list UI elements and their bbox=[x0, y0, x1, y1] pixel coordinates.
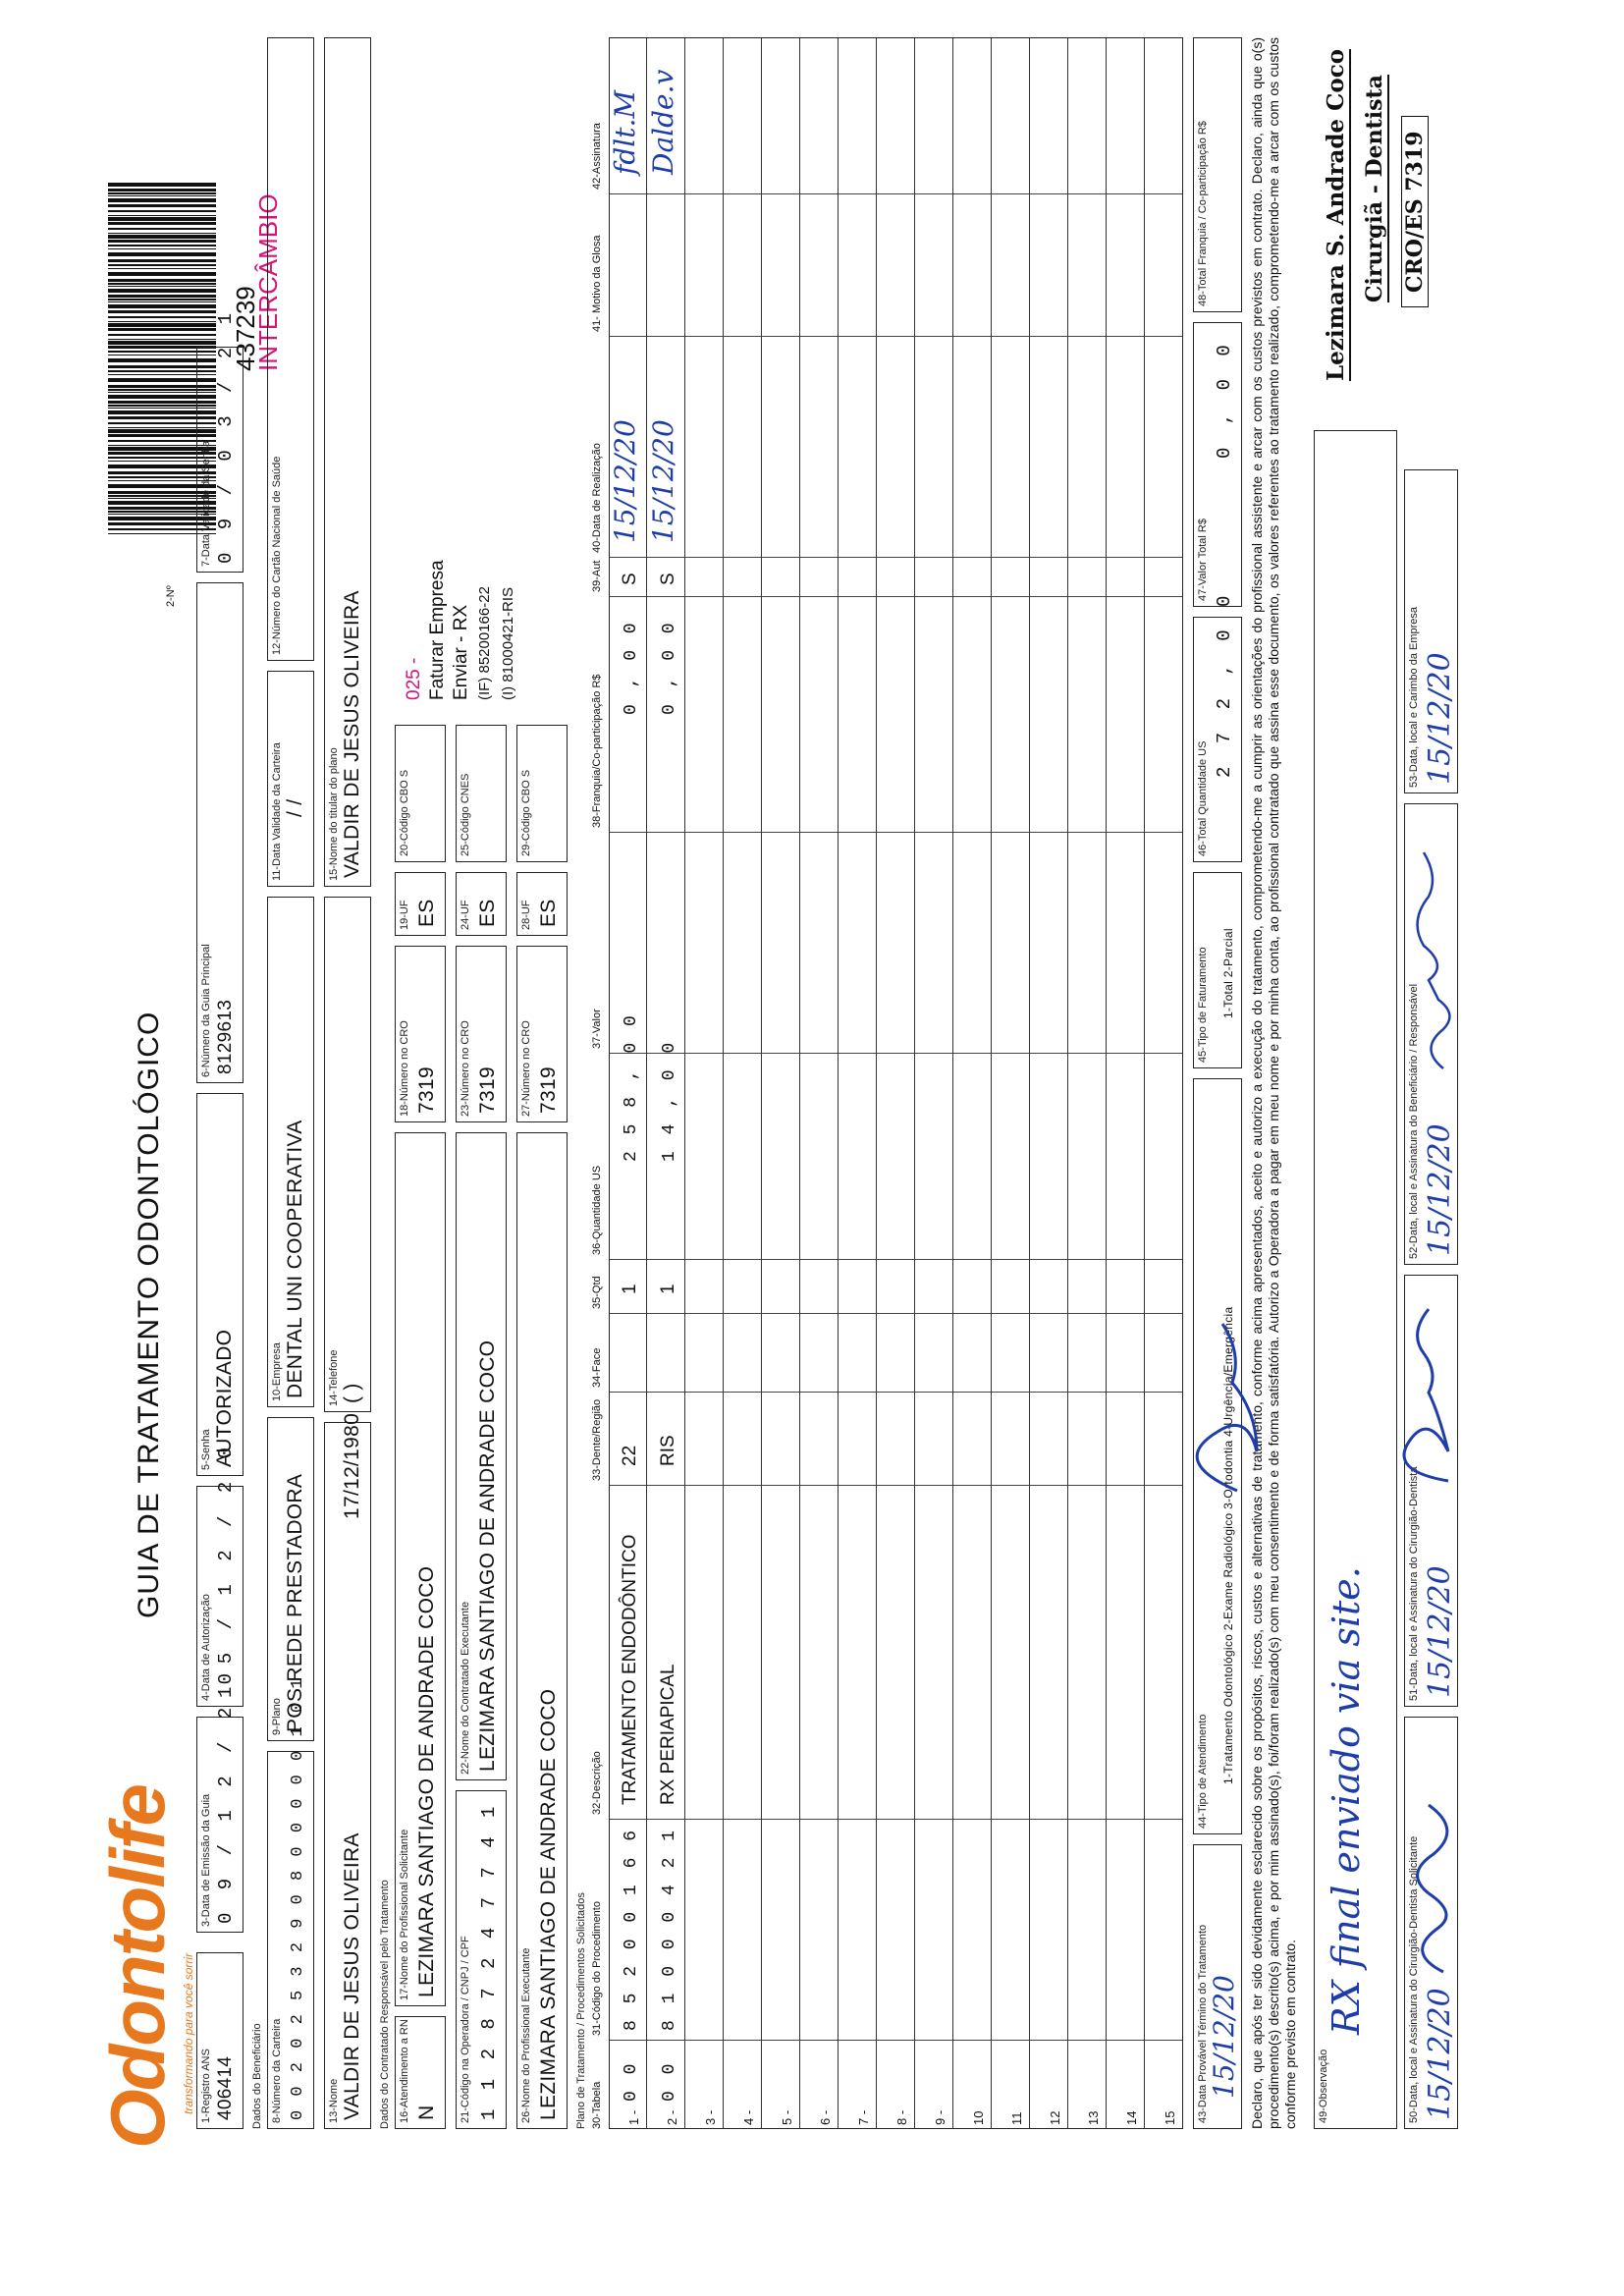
field-profissional-executante: 26-Nome do Profissional Executante LEZIMARA SANTIAGO DE ANDRADE COCO bbox=[516, 1132, 568, 2129]
stamp-cro: CRO/ES 7319 bbox=[1401, 116, 1429, 307]
cell-tabela: 0 0 bbox=[622, 2060, 641, 2102]
cell-dente: RIS bbox=[658, 1435, 678, 1466]
guide-number-label: 2-Nº bbox=[165, 585, 177, 607]
signature-top-scribble bbox=[1197, 1324, 1257, 1491]
guide-number: 437239 bbox=[231, 286, 260, 371]
cell-aut: S bbox=[658, 573, 678, 585]
section-contratado: Dados do Contratado Responsável pelo Tratamento bbox=[379, 1880, 391, 2129]
cell-aut: S bbox=[620, 573, 640, 585]
field-data-emissao: 3-Data de Emissão da Guia 0 9 / 1 2 / 2 0 bbox=[196, 1717, 244, 1933]
field-telefone: 14-Telefone ( ) bbox=[324, 897, 371, 1412]
hdr-valor: 37-Valor bbox=[591, 1009, 603, 1049]
intercambio-label: INTERCÂMBIO bbox=[253, 193, 283, 371]
billing-line-1: Faturar Empresa bbox=[427, 560, 448, 700]
field-total-us: 46-Total Quantidade US 2 7 2 , 0 0 bbox=[1193, 617, 1242, 862]
birth-date: 17/12/1980 bbox=[341, 1412, 363, 1519]
hdr-us: 36-Quantidade US bbox=[591, 1165, 603, 1255]
field-observacao: 49-Observação RX final enviado via site. bbox=[1314, 430, 1397, 2129]
row-number: 1 - bbox=[626, 2109, 641, 2125]
hdr-data: 40-Data de Realização bbox=[591, 443, 603, 553]
field-cnes: 25-Código CNES bbox=[456, 725, 507, 862]
hdr-codigo: 31-Código do Procedimento bbox=[591, 1901, 603, 2036]
field-assinatura-beneficiario: 52-Data, local e Assinatura do Beneficiário / Responsável 15/12/20 bbox=[1404, 803, 1458, 1265]
field-valor-total: 47-Valor Total R$ 0 , 0 0 bbox=[1193, 322, 1242, 607]
field-senha: 5-Senha AUTORIZADO bbox=[196, 1093, 244, 1476]
cell-descricao: RX PERIAPICAL bbox=[658, 1664, 678, 1805]
billing-line-3: (IF) 85200166-22 bbox=[476, 586, 493, 700]
signature-solicitante-scribble bbox=[1418, 1805, 1447, 1972]
cell-franquia: 0 , 0 0 bbox=[622, 620, 641, 715]
field-cro-solicitante: 18-Número no CRO 7319 bbox=[395, 946, 446, 1122]
field-atendimento-rn: 16-Atendimento a RN N bbox=[395, 2016, 446, 2129]
hdr-dente: 33-Dente/Região bbox=[591, 1398, 603, 1481]
field-plano: 9-Plano POS REDE PRESTADORA bbox=[267, 1417, 314, 1741]
field-uf-executante: 28-UF ES bbox=[516, 872, 568, 936]
hdr-qtd: 35-Qtd bbox=[591, 1276, 603, 1309]
cell-us: 1 4 , 0 0 bbox=[660, 1039, 679, 1162]
row-number: 11 bbox=[1009, 2111, 1024, 2125]
row-number: 4 - bbox=[741, 2109, 756, 2125]
billing-line-4: (I) 81000421-RIS bbox=[500, 586, 516, 700]
field-cro-contratado: 23-Número no CRO 7319 bbox=[456, 946, 507, 1122]
cell-qtd: 1 bbox=[658, 1284, 678, 1294]
cell-us: 2 5 8 , 0 0 bbox=[622, 1012, 641, 1162]
field-assinatura-dentista: 51-Data, local e Assinatura do Cirurgião-Dentista 15/12/20 bbox=[1404, 1275, 1458, 1707]
row-number: 15 bbox=[1163, 2110, 1177, 2125]
cell-tabela: 0 0 bbox=[660, 2060, 679, 2102]
handwritten-assinatura: fdlt.M bbox=[609, 89, 641, 175]
row-number: 5 - bbox=[780, 2109, 794, 2125]
field-codigo-operadora: 21-Código na Operadora / CNPJ / CPF 1 1 2 8 7 2 4 7 7 4 1 bbox=[456, 1790, 507, 2129]
field-uf-solicitante: 19-UF ES bbox=[395, 872, 446, 936]
billing-line-2: Enviar - RX bbox=[451, 604, 471, 700]
logo-text: Odontolife bbox=[94, 1785, 181, 2149]
cell-dente: 22 bbox=[620, 1445, 640, 1466]
field-data-termino: 43-Data Provável Término do Tratamento 15/12/20 bbox=[1193, 1844, 1242, 2129]
field-contratado-executante: 22-Nome do Contratado Executante LEZIMARA SANTIAGO DE ANDRADE COCO bbox=[456, 1132, 507, 1780]
hdr-face: 34-Face bbox=[591, 1347, 603, 1388]
cell-codigo: 8 5 2 0 0 1 6 6 bbox=[622, 1827, 641, 2031]
hdr-assinatura: 42-Assinatura bbox=[591, 123, 603, 190]
cell-descricao: TRATAMENTO ENDODÔNTICO bbox=[620, 1534, 640, 1805]
row-number: 2 - bbox=[665, 2109, 679, 2125]
field-nome: 13-Nome VALDIR DE JESUS OLIVEIRA 17/12/1980 bbox=[324, 1422, 371, 2129]
field-cartao-nacional: 12-Número do Cartão Nacional de Saúde bbox=[267, 37, 314, 661]
field-profissional-solicitante: 17-Nome do Profissional Solicitante LEZIMARA SANTIAGO DE ANDRADE COCO bbox=[395, 1132, 446, 2006]
handwritten-date-52: 15/12/20 bbox=[1423, 1123, 1457, 1256]
field-carimbo-empresa: 53-Data, local e Carimbo da Empresa 15/12/20 bbox=[1404, 469, 1458, 793]
field-validade-senha: 7-Data Validade da Senha 0 9 / 0 3 / 2 1 bbox=[196, 347, 244, 573]
field-registro-ans: 1-Registro ANS 406414 bbox=[196, 1952, 244, 2129]
field-guia-principal: 6-Número da Guia Principal 8129613 bbox=[196, 582, 244, 1083]
row-number: 6 - bbox=[818, 2109, 833, 2125]
field-validade-carteira: 11-Data Validade da Carteira / / bbox=[267, 671, 314, 887]
field-assinatura-solicitante: 50-Data, local e Assinatura do Cirurgião-Dentista Solicitante 15/12/20 bbox=[1404, 1717, 1458, 2129]
handwritten-data-realizacao: 15/12/20 bbox=[647, 419, 679, 543]
cell-codigo: 8 1 0 0 0 4 2 1 bbox=[660, 1827, 679, 2031]
brand-tagline: transformando para você sorrir bbox=[182, 1952, 195, 2114]
handwritten-data-realizacao: 15/12/20 bbox=[609, 419, 641, 543]
row-number: 12 bbox=[1048, 2110, 1062, 2125]
handwritten-date-50: 15/12/20 bbox=[1423, 1988, 1457, 2120]
field-uf-contratado: 24-UF ES bbox=[456, 872, 507, 936]
hdr-glosa: 41- Motivo da Glosa bbox=[591, 235, 603, 332]
field-total-franquia: 48-Total Franquia / Co-participação R$ bbox=[1193, 37, 1242, 312]
hdr-descricao: 32-Descrição bbox=[591, 1751, 603, 1815]
handwritten-termino: 15/12/20 bbox=[1208, 1975, 1240, 2099]
row-number: 3 - bbox=[703, 2109, 718, 2125]
field-numero-carteira: 8-Número da Carteira 0 0 2 0 2 5 3 2 9 0 8 0 0 0 0 0 1 0 1 bbox=[267, 1751, 314, 2129]
hdr-tabela: 30-Tabela bbox=[591, 2081, 603, 2129]
field-cbo-executante: 29-Código CBO S bbox=[516, 725, 568, 862]
field-titular: 15-Nome do titular do plano VALDIR DE JESUS OLIVEIRA bbox=[324, 37, 371, 887]
row-number: 14 bbox=[1124, 2110, 1139, 2125]
field-empresa: 10-Empresa DENTAL UNI COOPERATIVA bbox=[267, 897, 314, 1407]
stamp-name: Lezimara S. Andrade Coco bbox=[1323, 48, 1349, 381]
field-tipo-atendimento: 44-Tipo de Atendimento 1-Tratamento Odontológico 2-Exame Radiológico 3-Ortodontia 4-Urgência/Emergência bbox=[1193, 1078, 1242, 1834]
section-plano: Plano de Tratamento / Procedimentos Solicitados bbox=[575, 1892, 587, 2129]
section-beneficiario: Dados do Beneficiário bbox=[251, 2023, 263, 2129]
hdr-franquia: 38-Franquia/Co-participação R$ bbox=[591, 674, 603, 828]
signature-dentista-scribble bbox=[1404, 1309, 1448, 1481]
row-number: 8 - bbox=[894, 2109, 909, 2125]
stamp-role: Cirurgiã - Dentista bbox=[1362, 75, 1387, 302]
hdr-aut: 39-Aut bbox=[591, 560, 603, 592]
declaration-text: Declaro, que após ter sido devidamente esclarecido sobre os propósitos, riscos, custos e alternativas de tratamento, conforme acima apresentados, aceito e autorizo a execução do tratamento, comprometendo-me a cumprir as orientações do profissional assistente e arcar com os custos previstos em contrato. Declaro, ainda que o(s) procedimento(s) descrito(s) acima, e por mim assinado(s), foi/foram realizado(s) com meu consentimento e de forma satisfatória. Autorizo a Operadora a pagar em meu nome e por minha conta, ao profissional contratado que assina esse documento, os valores referentes ao tratamento realizado, comprometendo-me a arcar com os custos conforme previsto em contrato. bbox=[1249, 37, 1298, 2129]
field-cro-executante: 27-Número no CRO 7319 bbox=[516, 946, 568, 1122]
handwritten-assinatura: Dalde.v bbox=[647, 69, 679, 175]
field-tipo-faturamento: 45-Tipo de Faturamento 1-Total 2-Parcial bbox=[1193, 872, 1242, 1068]
field-cbo-solicitante: 20-Código CBO S bbox=[395, 725, 446, 862]
handwritten-date-53: 15/12/20 bbox=[1423, 652, 1457, 785]
handwritten-date-51: 15/12/20 bbox=[1423, 1565, 1457, 1698]
cell-franquia: 0 , 0 0 bbox=[660, 620, 679, 715]
page-title: GUIA DE TRATAMENTO ODONTOLÓGICO bbox=[133, 1011, 165, 1618]
cell-qtd: 1 bbox=[620, 1284, 640, 1294]
row-number: 10 bbox=[971, 2110, 986, 2125]
handwritten-observacao: RX final enviado via site. bbox=[1325, 1566, 1368, 2035]
billing-code: 025 - bbox=[404, 657, 424, 700]
signature-beneficiario-scribble bbox=[1418, 852, 1450, 1068]
row-number: 7 - bbox=[856, 2109, 871, 2125]
row-number: 9 - bbox=[933, 2109, 947, 2125]
field-data-autorizacao: 4-Data de Autorização 1 5 / 1 2 / 2 0 bbox=[196, 1486, 244, 1707]
row-number: 13 bbox=[1086, 2110, 1101, 2125]
